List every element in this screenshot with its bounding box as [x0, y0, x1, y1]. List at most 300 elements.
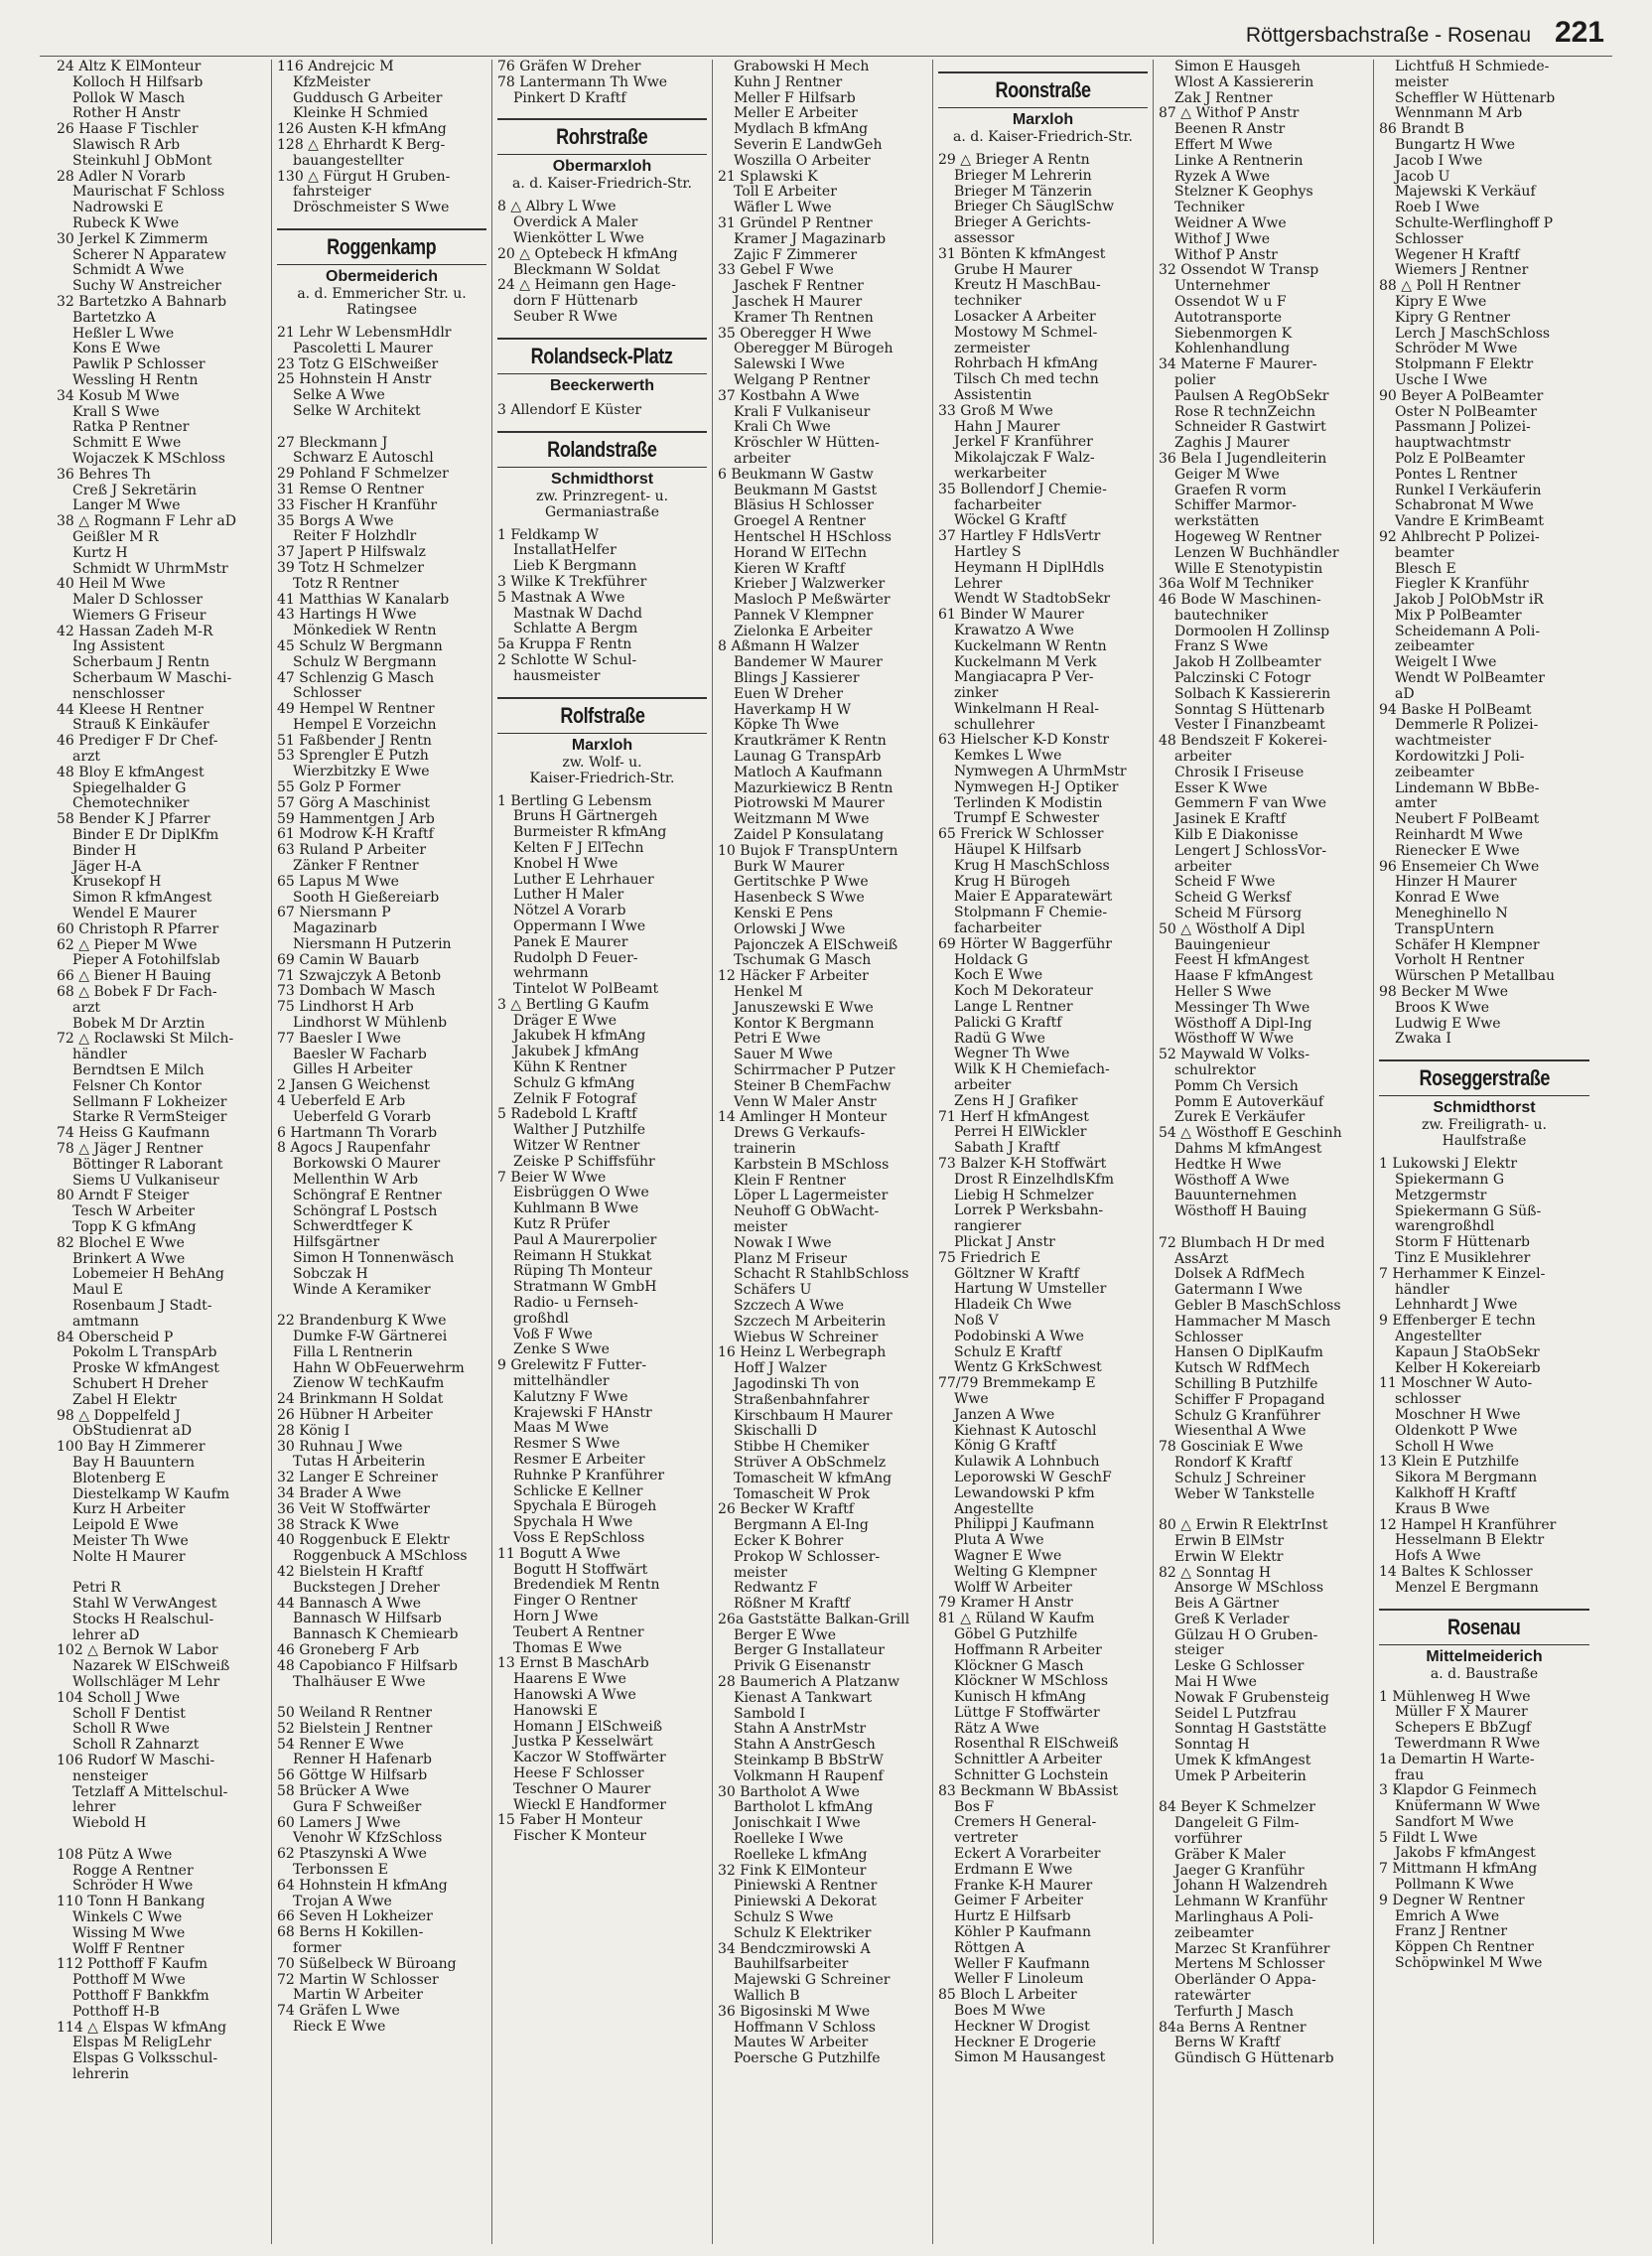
directory-entry: Gatermann I Wwe [1174, 1283, 1303, 1299]
page-header [40, 10, 1612, 50]
directory-entry: Wallich B [734, 1989, 800, 2005]
directory-entry: 75 Lindhorst H Arb [277, 1000, 414, 1016]
directory-entry: Pokolm L TranspArb [72, 1345, 217, 1361]
directory-entry: 72 Blumbach H Dr med [1159, 1235, 1325, 1251]
directory-entry: 80 △ Erwin R ElektrInst [1159, 1518, 1328, 1534]
directory-entry: Overdick A Maler [513, 215, 638, 231]
directory-entry: 32 Bartetzko A Bahnarb [57, 294, 227, 310]
district-name: Marxloh [1012, 111, 1074, 128]
directory-entry: former [293, 1941, 342, 1957]
directory-entry: Weitzmann M Wwe [734, 812, 870, 828]
directory-entry: Bobek M Dr Ärztin [72, 1016, 206, 1032]
directory-entry: Rätz A Wwe [954, 1721, 1039, 1737]
directory-entry: Hogeweg W Rentner [1174, 529, 1321, 545]
directory-entry: Rudolph D Feuer- [513, 950, 638, 966]
directory-entry: 37 Kostbahn A Wwe [718, 388, 860, 404]
directory-entry: Henkel M [734, 985, 803, 1001]
directory-entry: 88 △ Poll H Rentner [1379, 279, 1521, 295]
directory-entry: Krawatzo A Wwe [954, 623, 1074, 638]
spacer-line [277, 1298, 486, 1314]
directory-entry: Resmer S Wwe [513, 1437, 620, 1453]
directory-entry: Erwin B ElMstr [1174, 1533, 1285, 1549]
directory-entry: Majewski G Schreiner [734, 1973, 891, 1989]
directory-entry: InstallatHelfer [513, 543, 617, 559]
directory-entry: Woszilla O Arbeiter [734, 153, 871, 169]
directory-entry: 110 Tonn H Bankang [57, 1895, 206, 1910]
directory-entry: 58 Brücker A Wwe [277, 1784, 410, 1800]
directory-entry: Assistentin [954, 387, 1032, 403]
directory-entry: amter [1395, 796, 1438, 812]
directory-entry: Terbonssen E [293, 1863, 388, 1879]
directory-entry: 52 Bielstein J Rentner [277, 1721, 433, 1737]
directory-entry: Franz J Rentner [1395, 1924, 1508, 1940]
directory-entry: Wolff F Rentner [72, 1941, 185, 1957]
directory-entry: Reimann H Stukkat [513, 1248, 652, 1264]
directory-entry: Rother H Anstr [72, 106, 181, 122]
directory-entry: Szczech M Arbeiterin [734, 1314, 887, 1330]
directory-entry: Sikora M Bergmann [1395, 1471, 1538, 1486]
street-heading [277, 228, 486, 318]
directory-entry: wachtmeister [1395, 734, 1491, 750]
directory-entry: Grabowski H Mech [734, 60, 870, 74]
directory-entry: 28 Baumerich A Platzanw [718, 1675, 900, 1691]
directory-entry: Umek P Arbeiterin [1174, 1768, 1307, 1784]
directory-entry: Kuhlmann B Wwe [513, 1201, 639, 1217]
directory-entry: Wegener H Kraftf [1395, 247, 1520, 263]
directory-entry: Scholl H Wwe [1395, 1439, 1494, 1455]
directory-entry: Trumpf E Schwester [954, 811, 1100, 827]
directory-entry: Volkmann H Raupenf [734, 1768, 884, 1784]
street-location-note: zw. Freiligrath- u. [1421, 1117, 1547, 1134]
directory-entry: meister [1395, 74, 1448, 90]
directory-entry: Gertitschke P Wwe [734, 875, 869, 891]
directory-entry: zinker [954, 686, 999, 702]
directory-entry: Cremers H General- [954, 1815, 1097, 1831]
directory-entry: Dangeleit G Film- [1174, 1816, 1300, 1832]
directory-entry: Haase F kfmAngest [1174, 969, 1313, 985]
directory-entry: Schröder H Wwe [72, 1879, 194, 1895]
directory-entry: Kramer Th Rentnen [734, 310, 874, 326]
directory-entry: 5 Fildt L Wwe [1379, 1830, 1478, 1846]
directory-entry: Skischalli D [734, 1424, 818, 1440]
directory-entry: Scheidemann A Poli- [1395, 624, 1541, 639]
directory-entry: Stocks H Realschul- [72, 1612, 214, 1627]
header-rule [40, 56, 1612, 57]
directory-entry: 23 Totz G ElSchweißer [277, 356, 439, 372]
directory-entry: Krali Ch Wwe [734, 420, 831, 436]
directory-entry: Kapaun J StaObSekr [1395, 1344, 1540, 1360]
directory-entry: Kipry E Wwe [1395, 294, 1487, 310]
street-location-note: a. d. Baustraße [1430, 1665, 1539, 1682]
directory-entry: Berger E Wwe [734, 1627, 836, 1643]
directory-entry: Voss E RepSchloss [513, 1530, 645, 1546]
directory-entry: Umek K kfmAngest [1174, 1754, 1311, 1769]
directory-entry: Wennmann M Arb [1395, 106, 1523, 122]
directory-entry: Selke W Architekt [293, 403, 421, 419]
heading-rule [497, 431, 707, 433]
directory-entry: 59 Hammentgen J Arb [277, 811, 435, 827]
directory-entry: hausmeister [513, 668, 601, 684]
directory-entry: 48 Bendszeit F Kokerei- [1159, 734, 1327, 750]
directory-entry: 46 Groneberg F Arb [277, 1642, 420, 1658]
directory-entry: schlosser [1395, 1392, 1461, 1408]
directory-entry: 12 Häcker F Arbeiter [718, 969, 869, 985]
directory-entry: Schnitter G Lochstein [954, 1768, 1109, 1784]
spacer-line [57, 1566, 266, 1582]
directory-entry: Grube H Maurer [954, 262, 1072, 278]
directory-entry: Reinhardt M Wwe [1395, 828, 1523, 844]
directory-entry: Podobinski A Wwe [954, 1329, 1084, 1344]
directory-entry: 55 Golz P Former [277, 780, 401, 796]
directory-entry: facharbeiter [954, 921, 1041, 937]
directory-entry: Löper L Lagermeister [734, 1189, 889, 1204]
street-location-note: a. d. Emmericher Str. u. [297, 285, 467, 302]
directory-entry: Hinzer H Maurer [1395, 875, 1517, 891]
directory-entry: 84 Beyer K Schmelzer [1159, 1800, 1315, 1816]
directory-entry: Pontes L Rentner [1395, 467, 1518, 483]
directory-entry: 28 Adler N Vorarb [57, 169, 186, 185]
directory-entry: Kiehnast K Autoschl [954, 1423, 1097, 1439]
directory-entry: 74 Heiss G Kaufmann [57, 1126, 210, 1142]
directory-entry: Oberländer O Appa- [1174, 1973, 1316, 1989]
street-heading [1379, 1609, 1589, 1682]
directory-entry: Johann H Walzendreh [1174, 1879, 1328, 1895]
directory-entry: zeibeamter [1395, 765, 1474, 780]
directory-entry: Lichtfuß H Schmiede- [1395, 60, 1550, 74]
directory-entry: arzt [72, 1000, 101, 1016]
street-heading [497, 697, 707, 786]
directory-entry: Wolff W Arbeiter [954, 1580, 1072, 1596]
directory-entry: Franz S Wwe [1174, 639, 1269, 655]
directory-entry: Jakobs F kfmAngest [1395, 1846, 1536, 1862]
directory-entry: Neubert F PolBeamt [1395, 812, 1540, 828]
directory-entry: Pomm Ch Versich [1174, 1078, 1299, 1094]
directory-entry: Kalutzny F Wwe [513, 1389, 628, 1405]
directory-entry: Welgang P Rentner [734, 372, 871, 388]
directory-entry: 80 Arndt F Steiger [57, 1189, 190, 1204]
directory-entry: Tesch W Arbeiter [72, 1204, 195, 1220]
directory-entry: Hentschel H HSchloss [734, 529, 892, 545]
directory-entry: Paulsen A RegObSekr [1174, 388, 1329, 404]
directory-entry: 39 Totz H Schmelzer [277, 560, 424, 576]
directory-entry: Lange L Rentner [954, 1000, 1073, 1016]
directory-entry: Pascoletti L Maurer [293, 341, 433, 356]
directory-entry: 5 Mastnak A Wwe [497, 590, 625, 606]
directory-entry: Meister Th Wwe [72, 1533, 189, 1549]
directory-entry: Beis A Gärtner [1174, 1597, 1280, 1613]
directory-entry: Sabath J Kraftf [954, 1141, 1059, 1157]
directory-entry: Wagner E Wwe [954, 1548, 1062, 1564]
directory-entry: Eckert A Vorarbeiter [954, 1847, 1101, 1863]
directory-entry: Schulz J Schreiner [1174, 1471, 1306, 1486]
directory-entry: Petri E Wwe [734, 1032, 821, 1048]
directory-entry: Bogutt H Stoffwärt [513, 1562, 648, 1578]
directory-entry: vertreter [954, 1831, 1019, 1847]
directory-entry: Marzec St Kranführer [1174, 1941, 1330, 1957]
directory-entry: Petri R [72, 1581, 121, 1597]
directory-entry: Noß V [954, 1313, 999, 1329]
directory-entry: 1 Bertling G Lebensm [497, 793, 652, 809]
district-name: Obermeiderich [326, 267, 438, 285]
directory-entry: Prokop W Schlosser- [734, 1549, 881, 1565]
directory-entry: Panek E Maurer [513, 934, 628, 950]
directory-entry: Borkowski O Maurer [293, 1157, 441, 1173]
directory-entry: 71 Herf H kfmAngest [938, 1109, 1089, 1125]
directory-entry: Bauunternehmen [1174, 1189, 1298, 1204]
directory-entry: Kelten F J ElTechn [513, 840, 644, 856]
directory-entry: Scheffler W Hüttenarb [1395, 90, 1556, 106]
directory-entry: Kieren W Kraftf [734, 561, 845, 577]
directory-entry: ratewärter [1174, 1989, 1251, 2005]
directory-entry: Pajonczek A ElSchweiß [734, 937, 898, 953]
directory-entry: Scherbaum W Maschi- [72, 671, 232, 687]
header-title: Röttgersbachstraße - Rosenau [1245, 24, 1531, 47]
directory-entry: Weller F Linoleum [954, 1972, 1084, 1988]
directory-entry: Mazurkiewicz B Rentn [734, 780, 894, 796]
directory-entry: 7 Beier W Wwe [497, 1170, 607, 1186]
directory-entry: 44 Kleese H Rentner [57, 702, 204, 718]
directory-entry: Zajic F Zimmerer [734, 247, 858, 263]
directory-entry: Hammacher M Masch [1174, 1314, 1331, 1330]
directory-entry: Jaeger G Kranführ [1174, 1863, 1305, 1879]
directory-entry: Kuckelmann M Verk [954, 654, 1097, 670]
directory-entry: Januszewski E Wwe [734, 1000, 874, 1016]
directory-entry: Diestelkamp W Kaufm [72, 1486, 230, 1502]
directory-entry: Radü G Wwe [954, 1031, 1045, 1047]
directory-entry: Poersche G Putzhilfe [734, 2051, 881, 2067]
directory-entry: Rößner M Kraftf [734, 1597, 851, 1613]
directory-entry: Haarens E Wwe [513, 1672, 626, 1688]
directory-entry: Fischer K Monteur [513, 1829, 646, 1845]
directory-entry: Schöpwinkel M Wwe [1395, 1956, 1543, 1972]
directory-entry: Wessling H Rentn [72, 372, 199, 388]
directory-entry: Koch E Wwe [954, 968, 1043, 984]
directory-entry: Maurischat F Schloss [72, 185, 225, 201]
directory-entry: Heymann H DiplHdls [954, 560, 1105, 576]
directory-entry: Kulawik A Lohnbuch [954, 1455, 1100, 1471]
directory-entry: Wollschläger M Lehr [72, 1675, 220, 1691]
directory-entry: 47 Schlenzig G Masch [277, 670, 435, 686]
directory-entry: Zaghis J Maurer [1174, 436, 1290, 452]
directory-entry: Hesselmann B Elektr [1395, 1533, 1545, 1549]
directory-entry: Weidner A Wwe [1174, 215, 1287, 231]
directory-entry: Rohrbach H kfmAng [954, 356, 1098, 372]
directory-entry: Kohlenhandlung [1174, 342, 1291, 357]
directory-entry: lehrerin [72, 2067, 129, 2082]
directory-entry: Stratmann W GmbH [513, 1280, 657, 1296]
directory-entry: Boes M Wwe [954, 2004, 1046, 2020]
directory-entry: Liebig H Schmelzer [954, 1188, 1094, 1203]
directory-entry: Masloch P Meßwärter [734, 593, 891, 609]
directory-entry: 1a Demartin H Warte- [1379, 1752, 1535, 1767]
directory-entry: polier [1174, 372, 1216, 388]
directory-entry: Wösthoff W Wwe [1174, 1032, 1295, 1048]
directory-entry: Wendel E Maurer [72, 907, 197, 922]
directory-entry: Mönkediek W Rentn [293, 624, 437, 639]
directory-entry: 102 △ Bernok W Labor [57, 1643, 218, 1659]
directory-entry: zeibeamter [1395, 639, 1474, 655]
directory-entry: Kreutz H MaschBau- [954, 278, 1101, 294]
directory-entry: Filla L Rentnerin [293, 1344, 413, 1360]
directory-entry: 100 Bay H Zimmerer [57, 1440, 206, 1456]
directory-entry: Lewandowski P kfm [954, 1485, 1095, 1501]
directory-entry: Orlowski J Wwe [734, 921, 846, 937]
directory-entry: 27 Bleckmann J [277, 435, 388, 451]
directory-entry: Pluta A Wwe [954, 1533, 1044, 1549]
directory-entry: Seuber R Wwe [513, 309, 618, 325]
directory-entry: Schulz E Kraftf [954, 1344, 1061, 1360]
directory-entry: 62 Ptaszynski A Wwe [277, 1847, 427, 1863]
directory-entry: Lorrek P Werksbahn- [954, 1203, 1104, 1219]
directory-entry: Totz R Rentner [293, 576, 399, 592]
directory-entry: Jakubek H kfmAng [513, 1029, 646, 1045]
directory-entry: Geimer F Arbeiter [954, 1894, 1083, 1909]
directory-entry: 77 Baesler I Wwe [277, 1031, 401, 1047]
directory-entry: Potthoff F Bankkfm [72, 1989, 209, 2005]
directory-entry: Pawlik P Schlosser [72, 357, 206, 373]
directory-entry: Krusekopf H [72, 875, 162, 891]
directory-entry: 34 Bendczmirowski A [718, 1941, 871, 1957]
directory-entry: 9 Degner W Rentner [1379, 1893, 1525, 1908]
directory-column [713, 60, 933, 2244]
directory-entry: 51 Faßbender J Rentn [277, 733, 432, 749]
directory-entry: 54 △ Wösthoff E Geschinh [1159, 1126, 1342, 1142]
directory-entry: nenschlosser [72, 686, 165, 702]
directory-entry: Hurtz E Hilfsarb [954, 1909, 1071, 1925]
directory-entry: Nymwegen A UhrmMstr [954, 765, 1127, 780]
directory-entry: 60 Christoph R Pfarrer [57, 921, 219, 937]
directory-entry: Zelnik F Fotograf [513, 1091, 636, 1107]
directory-entry: Radio- u Fernseh- [513, 1296, 638, 1312]
directory-entry: Guddusch G Arbeiter [293, 90, 443, 106]
directory-entry: Erwin W Elektr [1174, 1549, 1284, 1565]
directory-entry: Sonntag S Hüttenarb [1174, 702, 1325, 718]
directory-entry: hauptwachtmstr [1395, 436, 1511, 452]
directory-entry: Müller F X Maurer [1395, 1705, 1528, 1721]
directory-entry: Tilsch Ch med techn [954, 372, 1099, 388]
directory-entry: Zwaka I [1395, 1032, 1451, 1048]
directory-entry: Rosenthal R ElSchweiß [954, 1737, 1119, 1753]
directory-entry: Schepers E BbZugf [1395, 1721, 1532, 1737]
heading-rule [938, 71, 1148, 73]
directory-entry: 130 △ Fürgut H Gruben- [277, 169, 451, 185]
directory-entry: Hempel E Vorzeichn [293, 717, 437, 733]
directory-entry: Wösthoff H Bauing [1174, 1204, 1308, 1220]
directory-entry: Berger G Installateur [734, 1643, 885, 1659]
directory-entry: Böttinger R Laborant [72, 1157, 223, 1173]
directory-entry: steiger [1174, 1643, 1224, 1659]
directory-entry: Mautes W Arbeiter [734, 2036, 869, 2051]
directory-entry: Binder H [72, 843, 137, 859]
directory-entry: Pannek V Klempner [734, 608, 874, 624]
directory-entry: Palicki G Kraftf [954, 1015, 1062, 1031]
directory-entry: 35 Borgs A Wwe [277, 513, 394, 529]
directory-entry: Hartung W Umsteller [954, 1282, 1107, 1298]
directory-entry: Häupel K Hilfsarb [954, 843, 1082, 859]
directory-entry: Dahms M kfmAngest [1174, 1141, 1322, 1157]
directory-entry: Bleckmann W Soldat [513, 262, 660, 278]
directory-entry: Mangiacapra P Ver- [954, 670, 1094, 686]
directory-entry: Drews G Verkaufs- [734, 1126, 866, 1142]
directory-entry: Rogge A Rentner [72, 1863, 194, 1879]
directory-entry: Kühn K Rentner [513, 1060, 627, 1076]
heading-rule [1379, 1095, 1589, 1096]
directory-entry: 41 Matthias W Kanalarb [277, 592, 450, 608]
directory-entry: Berndtsen E Milch [72, 1063, 205, 1078]
directory-entry: Zurek E Verkäufer [1174, 1110, 1306, 1126]
directory-entry: Polz E PolBeamter [1395, 451, 1525, 467]
directory-entry: Graefen R vorm [1174, 483, 1287, 498]
street-heading [497, 338, 707, 395]
directory-entry: Feest H kfmAngest [1174, 953, 1309, 969]
directory-entry: Blesch E [1395, 561, 1456, 577]
directory-entry: Piotrowski M Maurer [734, 796, 885, 812]
directory-entry: Burmeister R kfmAng [513, 825, 667, 841]
spacer-line [277, 1690, 486, 1706]
directory-entry: Ansorge W MSchloss [1174, 1581, 1324, 1597]
directory-entry: KfzMeister [293, 74, 370, 90]
heading-rule [497, 467, 707, 468]
directory-entry: 49 Hempel W Rentner [277, 702, 435, 718]
directory-entry: Kleinke H Schmied [293, 106, 429, 122]
directory-entry: Wieckl E Handformer [513, 1797, 666, 1813]
directory-entry: Kienast A Tankwart [734, 1690, 873, 1706]
directory-entry: Selke A Wwe [293, 388, 385, 404]
directory-entry: Moschner H Wwe [1395, 1407, 1521, 1423]
directory-entry: Lehnhardt J Wwe [1395, 1298, 1518, 1314]
directory-entry: 52 Maywald W Volks- [1159, 1048, 1310, 1063]
directory-entry: Meller F Hilfsarb [734, 90, 856, 106]
directory-entry: Köppen Ch Rentner [1395, 1940, 1534, 1956]
directory-entry: Hanowski E [513, 1703, 598, 1719]
directory-entry: 2 Schlotte W Schul- [497, 652, 637, 668]
directory-entry: schulrektor [1174, 1063, 1256, 1078]
directory-entry: Klein F Rentner [734, 1173, 846, 1189]
directory-entry: Bartholot L kfmAng [734, 1800, 874, 1816]
directory-entry: Tutas H Arbeiterin [293, 1455, 426, 1471]
spacer-line [1159, 1220, 1368, 1236]
directory-entry: Schmidt W UhrmMstr [72, 561, 228, 577]
directory-entry: Steinkuhl J ObMont [72, 153, 212, 169]
directory-entry: Sonntag H Gaststätte [1174, 1722, 1327, 1738]
directory-entry: Knobel H Wwe [513, 856, 619, 872]
directory-entry: Bredendiek M Rentn [513, 1578, 660, 1594]
directory-entry: Venn W Maler Anstr [734, 1094, 877, 1110]
directory-entry: Kons E Wwe [72, 342, 161, 357]
directory-entry: 30 Bartholot A Wwe [718, 1784, 860, 1800]
directory-entry: Vandre E KrimBeamt [1395, 514, 1544, 530]
heading-rule [277, 264, 486, 265]
heading-rule [497, 338, 707, 340]
directory-entry: Kemkes L Wwe [954, 749, 1062, 765]
directory-entry: Zens H J Grafiker [954, 1093, 1078, 1109]
directory-entry: 65 Lapus M Wwe [277, 874, 399, 890]
directory-entry: bauangestellter [293, 153, 404, 169]
directory-columns [52, 60, 1595, 2244]
directory-entry: Nazarek W ElSchweiß [72, 1659, 230, 1675]
directory-entry: Maler D Schlosser [72, 593, 203, 609]
directory-entry: Röttgen A [954, 1940, 1026, 1956]
directory-entry: 68 Berns H Kokillen- [277, 1925, 424, 1941]
directory-entry: Schwarz E Autoschl [293, 451, 434, 467]
directory-entry: 36 Bela I Jugendleiterin [1159, 451, 1327, 467]
directory-entry: warengroßhdl [1395, 1219, 1495, 1235]
directory-entry: Storm F Hüttenarb [1395, 1235, 1531, 1251]
directory-entry: Stelzner K Geophys [1174, 185, 1313, 201]
directory-entry: 1 Feldkamp W [497, 527, 599, 543]
directory-entry: Stahl W VerwAngest [72, 1597, 217, 1613]
directory-entry: Scholl R Zahnarzt [72, 1738, 200, 1754]
